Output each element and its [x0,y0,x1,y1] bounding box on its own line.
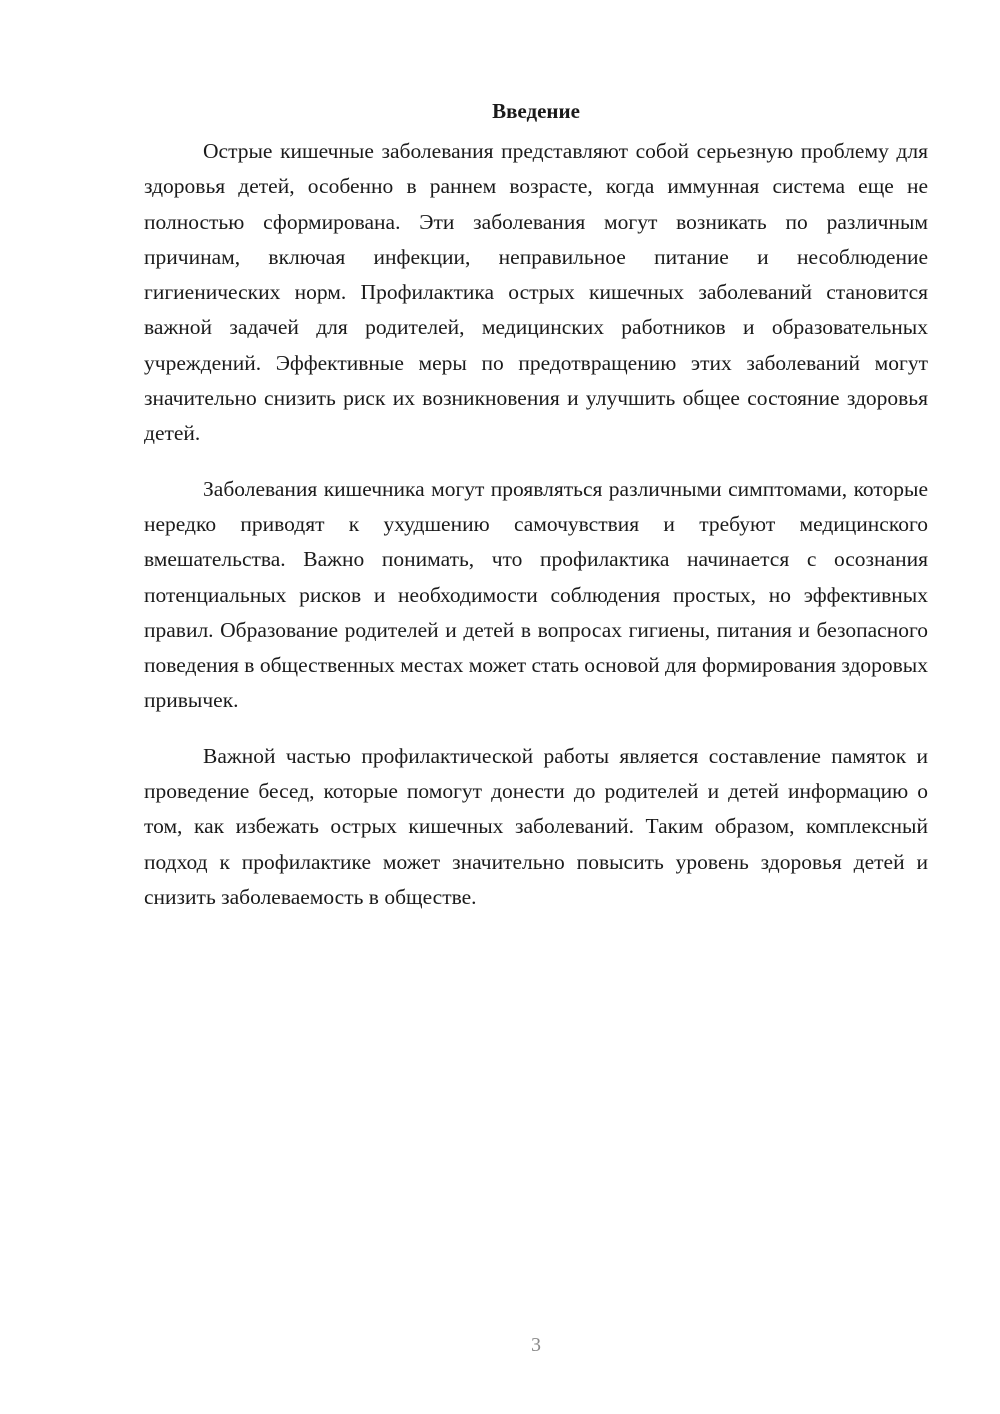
section-title: Введение [492,99,580,123]
paragraph-2: Заболевания кишечника могут проявляться различными симптомами, которые нередко приводят к ухудшению самочувствия и требуют медицинского вмешательства. Важно понимать, что профилактика начинается с осознания потенциальных рисков и необходимости соблюдения простых, но эффективных правил. Образование родителей и детей в вопросах гигиены, питания и безопасного поведения в общественных местах может стать основой для формирования здоровых привычек. [144,476,928,713]
paragraph-3: Важной частью профилактической работы является составление памяток и проведение бесед, которые помогут донести до родителей и детей информацию о том, как избежать острых кишечных заболеваний. Таким образом, комплексный подход к профилактике может значительно повысить уровень здоровья детей и снизить заболеваемость в обществе. [144,743,928,909]
page-content [144,96,928,935]
paragraph-1: Острые кишечные заболевания представляют собой серьезную проблему для здоровья детей, особенно в раннем возрасте, когда иммунная система еще не полностью сформирована. Эти заболевания могут возникать по различным причинам, включая инфекции, неправильное питание и несоблюдение гигиенических норм. Профилактика острых кишечных заболеваний становится важной задачей для родителей, медицинских работников и образовательных учреждений. Эффективные меры по предотвращению этих заболеваний могут значительно снизить риск их возникновения и улучшить общее состояние здоровья детей. [144,139,928,446]
page-number: 3 [531,1334,541,1356]
